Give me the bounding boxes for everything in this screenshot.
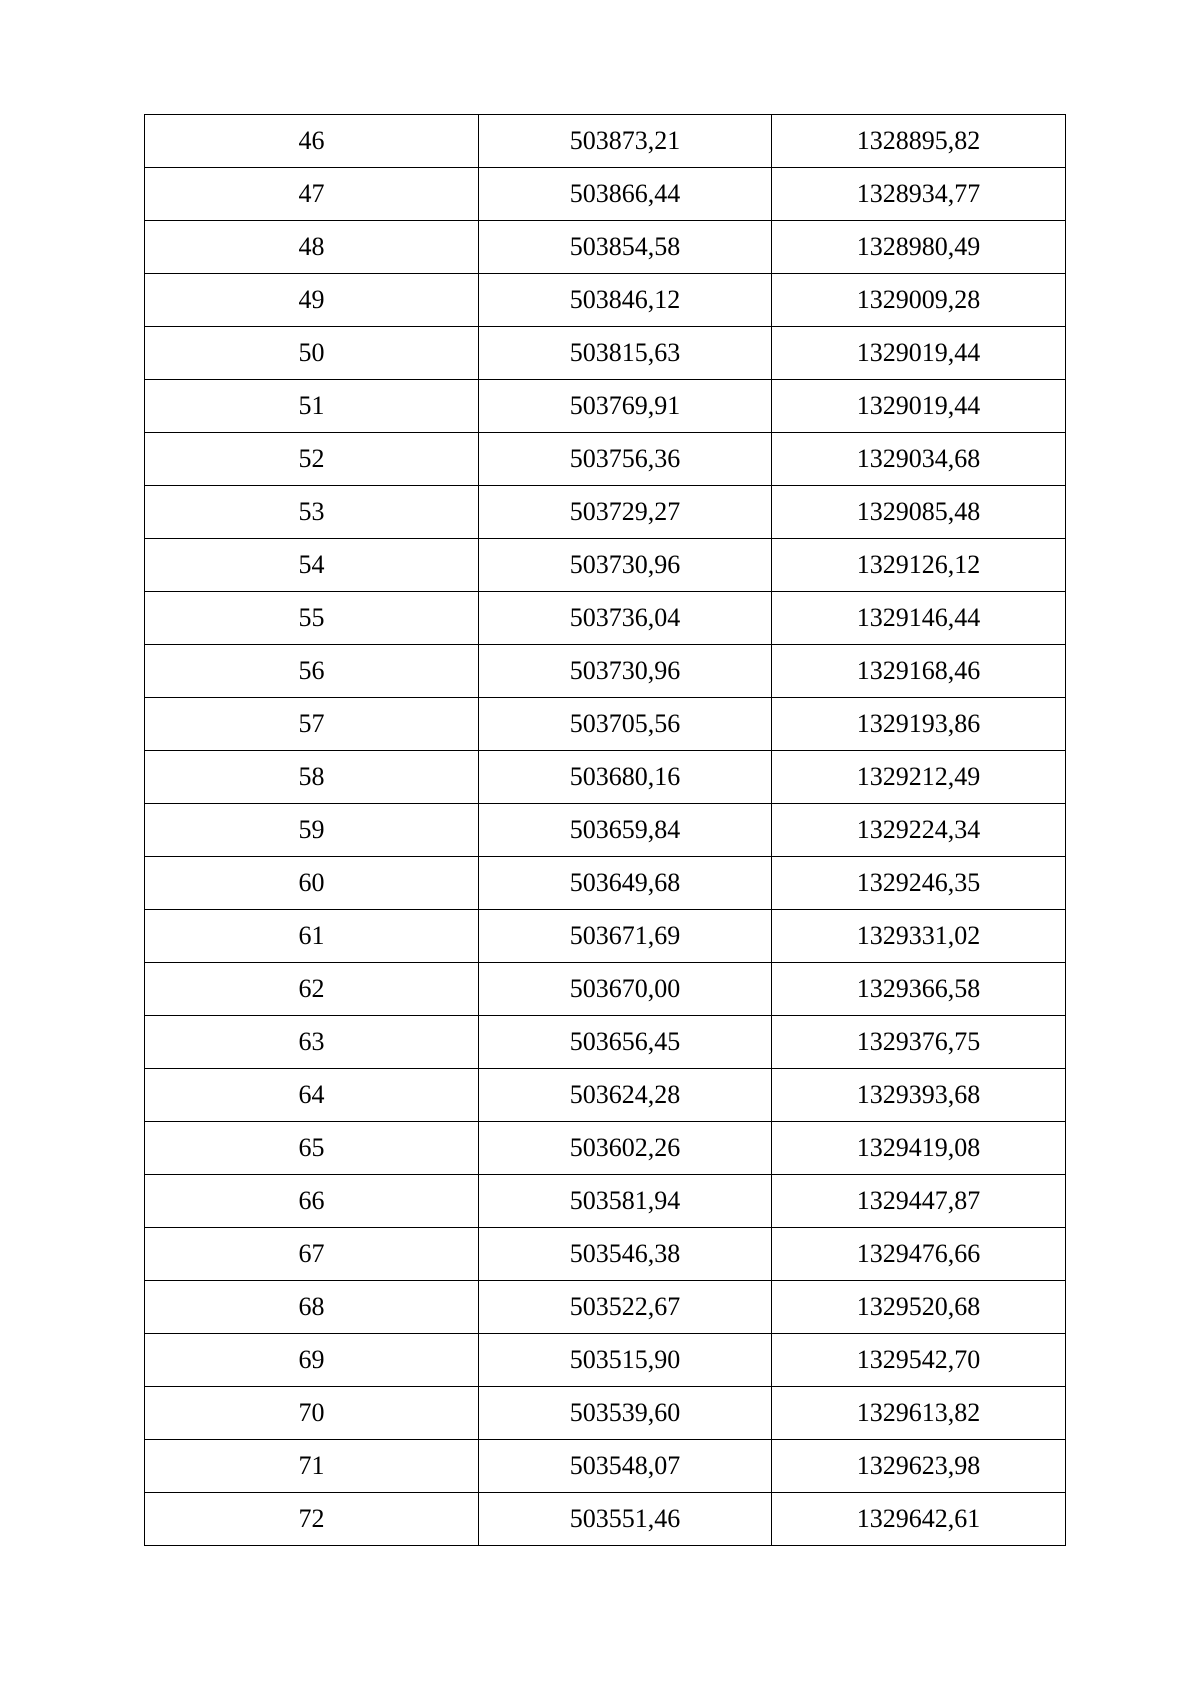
x-coordinate-cell: 503551,46	[479, 1493, 772, 1546]
x-coordinate-cell: 503815,63	[479, 327, 772, 380]
point-number-cell: 56	[145, 645, 479, 698]
table-row	[145, 1281, 1066, 1334]
y-coordinate-cell: 1328895,82	[772, 115, 1066, 168]
x-coordinate-cell: 503756,36	[479, 433, 772, 486]
point-number-cell: 51	[145, 380, 479, 433]
y-coordinate-cell: 1329246,35	[772, 857, 1066, 910]
point-number-cell: 58	[145, 751, 479, 804]
point-number-cell: 50	[145, 327, 479, 380]
table-row	[145, 645, 1066, 698]
table-row	[145, 1069, 1066, 1122]
point-number-cell: 65	[145, 1122, 479, 1175]
point-number-cell: 68	[145, 1281, 479, 1334]
point-number-cell: 53	[145, 486, 479, 539]
table-row	[145, 433, 1066, 486]
x-coordinate-cell: 503670,00	[479, 963, 772, 1016]
y-coordinate-cell: 1329224,34	[772, 804, 1066, 857]
table-row	[145, 539, 1066, 592]
x-coordinate-cell: 503581,94	[479, 1175, 772, 1228]
y-coordinate-cell: 1329193,86	[772, 698, 1066, 751]
x-coordinate-cell: 503680,16	[479, 751, 772, 804]
table-row	[145, 1334, 1066, 1387]
table-row	[145, 1175, 1066, 1228]
y-coordinate-cell: 1329613,82	[772, 1387, 1066, 1440]
x-coordinate-cell: 503546,38	[479, 1228, 772, 1281]
y-coordinate-cell: 1329642,61	[772, 1493, 1066, 1546]
point-number-cell: 59	[145, 804, 479, 857]
point-number-cell: 57	[145, 698, 479, 751]
y-coordinate-cell: 1329393,68	[772, 1069, 1066, 1122]
table-row	[145, 698, 1066, 751]
x-coordinate-cell: 503730,96	[479, 539, 772, 592]
x-coordinate-cell: 503602,26	[479, 1122, 772, 1175]
point-number-cell: 63	[145, 1016, 479, 1069]
point-number-cell: 70	[145, 1387, 479, 1440]
x-coordinate-cell: 503515,90	[479, 1334, 772, 1387]
x-coordinate-cell: 503649,68	[479, 857, 772, 910]
table-row	[145, 910, 1066, 963]
x-coordinate-cell: 503769,91	[479, 380, 772, 433]
y-coordinate-cell: 1329623,98	[772, 1440, 1066, 1493]
y-coordinate-cell: 1329476,66	[772, 1228, 1066, 1281]
table-row	[145, 168, 1066, 221]
y-coordinate-cell: 1329126,12	[772, 539, 1066, 592]
x-coordinate-cell: 503705,56	[479, 698, 772, 751]
x-coordinate-cell: 503846,12	[479, 274, 772, 327]
table-row	[145, 1016, 1066, 1069]
y-coordinate-cell: 1329419,08	[772, 1122, 1066, 1175]
y-coordinate-cell: 1328980,49	[772, 221, 1066, 274]
table-row	[145, 963, 1066, 1016]
table-row	[145, 592, 1066, 645]
point-number-cell: 48	[145, 221, 479, 274]
coordinates-table	[144, 114, 1066, 1546]
y-coordinate-cell: 1329019,44	[772, 380, 1066, 433]
table-row	[145, 327, 1066, 380]
x-coordinate-cell: 503539,60	[479, 1387, 772, 1440]
point-number-cell: 46	[145, 115, 479, 168]
point-number-cell: 71	[145, 1440, 479, 1493]
table-row	[145, 1228, 1066, 1281]
y-coordinate-cell: 1329447,87	[772, 1175, 1066, 1228]
point-number-cell: 47	[145, 168, 479, 221]
x-coordinate-cell: 503873,21	[479, 115, 772, 168]
y-coordinate-cell: 1329542,70	[772, 1334, 1066, 1387]
table-row	[145, 1387, 1066, 1440]
point-number-cell: 67	[145, 1228, 479, 1281]
point-number-cell: 60	[145, 857, 479, 910]
x-coordinate-cell: 503854,58	[479, 221, 772, 274]
table-row	[145, 1493, 1066, 1546]
x-coordinate-cell: 503671,69	[479, 910, 772, 963]
point-number-cell: 66	[145, 1175, 479, 1228]
x-coordinate-cell: 503659,84	[479, 804, 772, 857]
table-row	[145, 1122, 1066, 1175]
table-row	[145, 274, 1066, 327]
y-coordinate-cell: 1329520,68	[772, 1281, 1066, 1334]
x-coordinate-cell: 503656,45	[479, 1016, 772, 1069]
x-coordinate-cell: 503522,67	[479, 1281, 772, 1334]
point-number-cell: 52	[145, 433, 479, 486]
point-number-cell: 62	[145, 963, 479, 1016]
y-coordinate-cell: 1329212,49	[772, 751, 1066, 804]
y-coordinate-cell: 1329376,75	[772, 1016, 1066, 1069]
point-number-cell: 55	[145, 592, 479, 645]
point-number-cell: 69	[145, 1334, 479, 1387]
coordinates-table-body	[145, 115, 1066, 1546]
point-number-cell: 49	[145, 274, 479, 327]
y-coordinate-cell: 1329331,02	[772, 910, 1066, 963]
table-row	[145, 486, 1066, 539]
y-coordinate-cell: 1329168,46	[772, 645, 1066, 698]
y-coordinate-cell: 1329085,48	[772, 486, 1066, 539]
table-row	[145, 115, 1066, 168]
table-row	[145, 221, 1066, 274]
y-coordinate-cell: 1329366,58	[772, 963, 1066, 1016]
point-number-cell: 54	[145, 539, 479, 592]
y-coordinate-cell: 1329019,44	[772, 327, 1066, 380]
x-coordinate-cell: 503548,07	[479, 1440, 772, 1493]
point-number-cell: 72	[145, 1493, 479, 1546]
y-coordinate-cell: 1329146,44	[772, 592, 1066, 645]
y-coordinate-cell: 1328934,77	[772, 168, 1066, 221]
x-coordinate-cell: 503624,28	[479, 1069, 772, 1122]
y-coordinate-cell: 1329009,28	[772, 274, 1066, 327]
table-row	[145, 857, 1066, 910]
table-row	[145, 751, 1066, 804]
table-row	[145, 380, 1066, 433]
x-coordinate-cell: 503866,44	[479, 168, 772, 221]
y-coordinate-cell: 1329034,68	[772, 433, 1066, 486]
x-coordinate-cell: 503730,96	[479, 645, 772, 698]
point-number-cell: 64	[145, 1069, 479, 1122]
point-number-cell: 61	[145, 910, 479, 963]
table-row	[145, 1440, 1066, 1493]
x-coordinate-cell: 503729,27	[479, 486, 772, 539]
table-row	[145, 804, 1066, 857]
x-coordinate-cell: 503736,04	[479, 592, 772, 645]
